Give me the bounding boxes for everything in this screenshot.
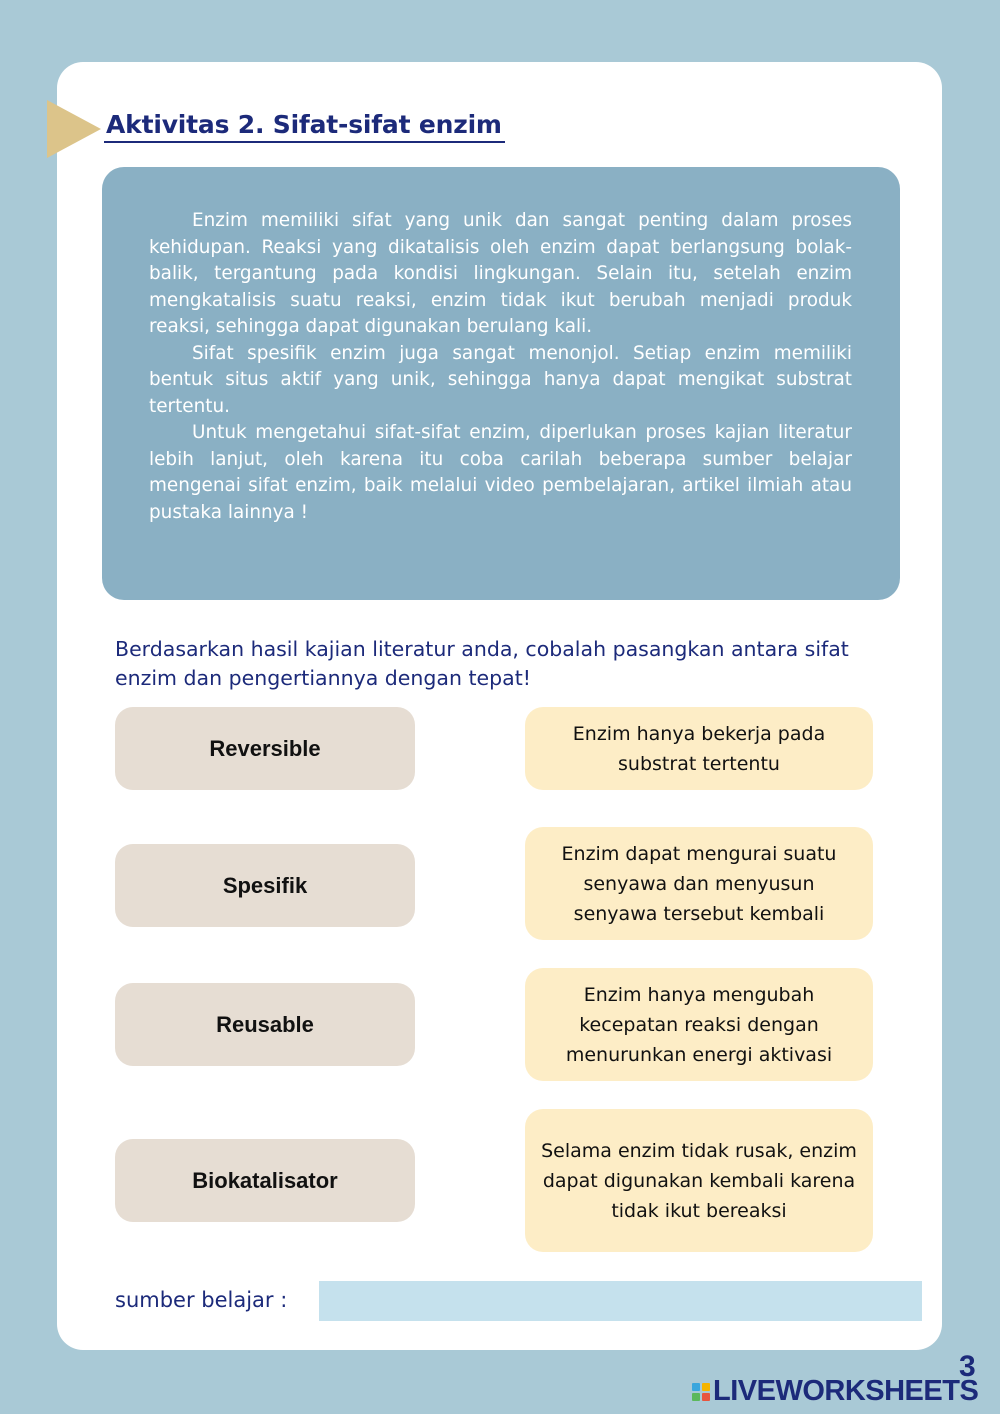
- logo-grid-icon: [692, 1383, 710, 1401]
- definition-1[interactable]: Enzim hanya bekerja pada substrat tertentu: [525, 707, 873, 790]
- liveworksheets-logo: [692, 1375, 978, 1408]
- page-number: 3: [959, 1350, 976, 1383]
- term-spesifik[interactable]: Spesifik: [115, 844, 415, 927]
- intro-box: [102, 167, 900, 600]
- title-triangle-icon: [47, 100, 101, 158]
- brand-text: LIVEWORKSHEETS: [713, 1375, 979, 1407]
- activity-title: Aktivitas 2. Sifat-sifat enzim: [104, 110, 505, 143]
- definition-4[interactable]: Selama enzim tidak rusak, enzim dapat digunakan kembali karena tidak ikut bereaksi: [525, 1109, 873, 1252]
- intro-paragraph: Sifat spesifik enzim juga sangat menonjol. Setiap enzim memiliki bentuk situs aktif yang unik, sehingga hanya dapat mengikat substrat tertentu.: [149, 342, 852, 417]
- definition-2[interactable]: Enzim dapat mengurai suatu senyawa dan menyusun senyawa tersebut kembali: [525, 827, 873, 940]
- term-biokatalisator[interactable]: Biokatalisator: [115, 1139, 415, 1222]
- intro-paragraph: Enzim memiliki sifat yang unik dan sangat penting dalam proses kehidupan. Reaksi yang dikatalisis oleh enzim dapat berlangsung bolak-balik, tergantung pada kondisi lingkungan. Selain itu, setelah enzim mengkatalisis suatu reaksi, enzim tidak ikut berubah menjadi produk reaksi, sehingga dapat digunakan berulang kali.: [149, 210, 852, 337]
- source-label: sumber belajar :: [115, 1288, 288, 1312]
- intro-paragraph: Untuk mengetahui sifat-sifat enzim, diperlukan proses kajian literatur lebih lanjut, oleh karena itu coba carilah beberapa sumber belajar mengenai sifat enzim, baik melalui video pembelajaran, artikel ilmiah atau pustaka lainnya !: [149, 422, 852, 523]
- instruction-text: Berdasarkan hasil kajian literatur anda, cobalah pasangkan antara sifat enzim dan pengertiannya dengan tepat!: [115, 637, 849, 690]
- source-input[interactable]: [319, 1281, 922, 1321]
- term-reusable[interactable]: Reusable: [115, 983, 415, 1066]
- definition-3[interactable]: Enzim hanya mengubah kecepatan reaksi dengan menurunkan energi aktivasi: [525, 968, 873, 1081]
- term-reversible[interactable]: Reversible: [115, 707, 415, 790]
